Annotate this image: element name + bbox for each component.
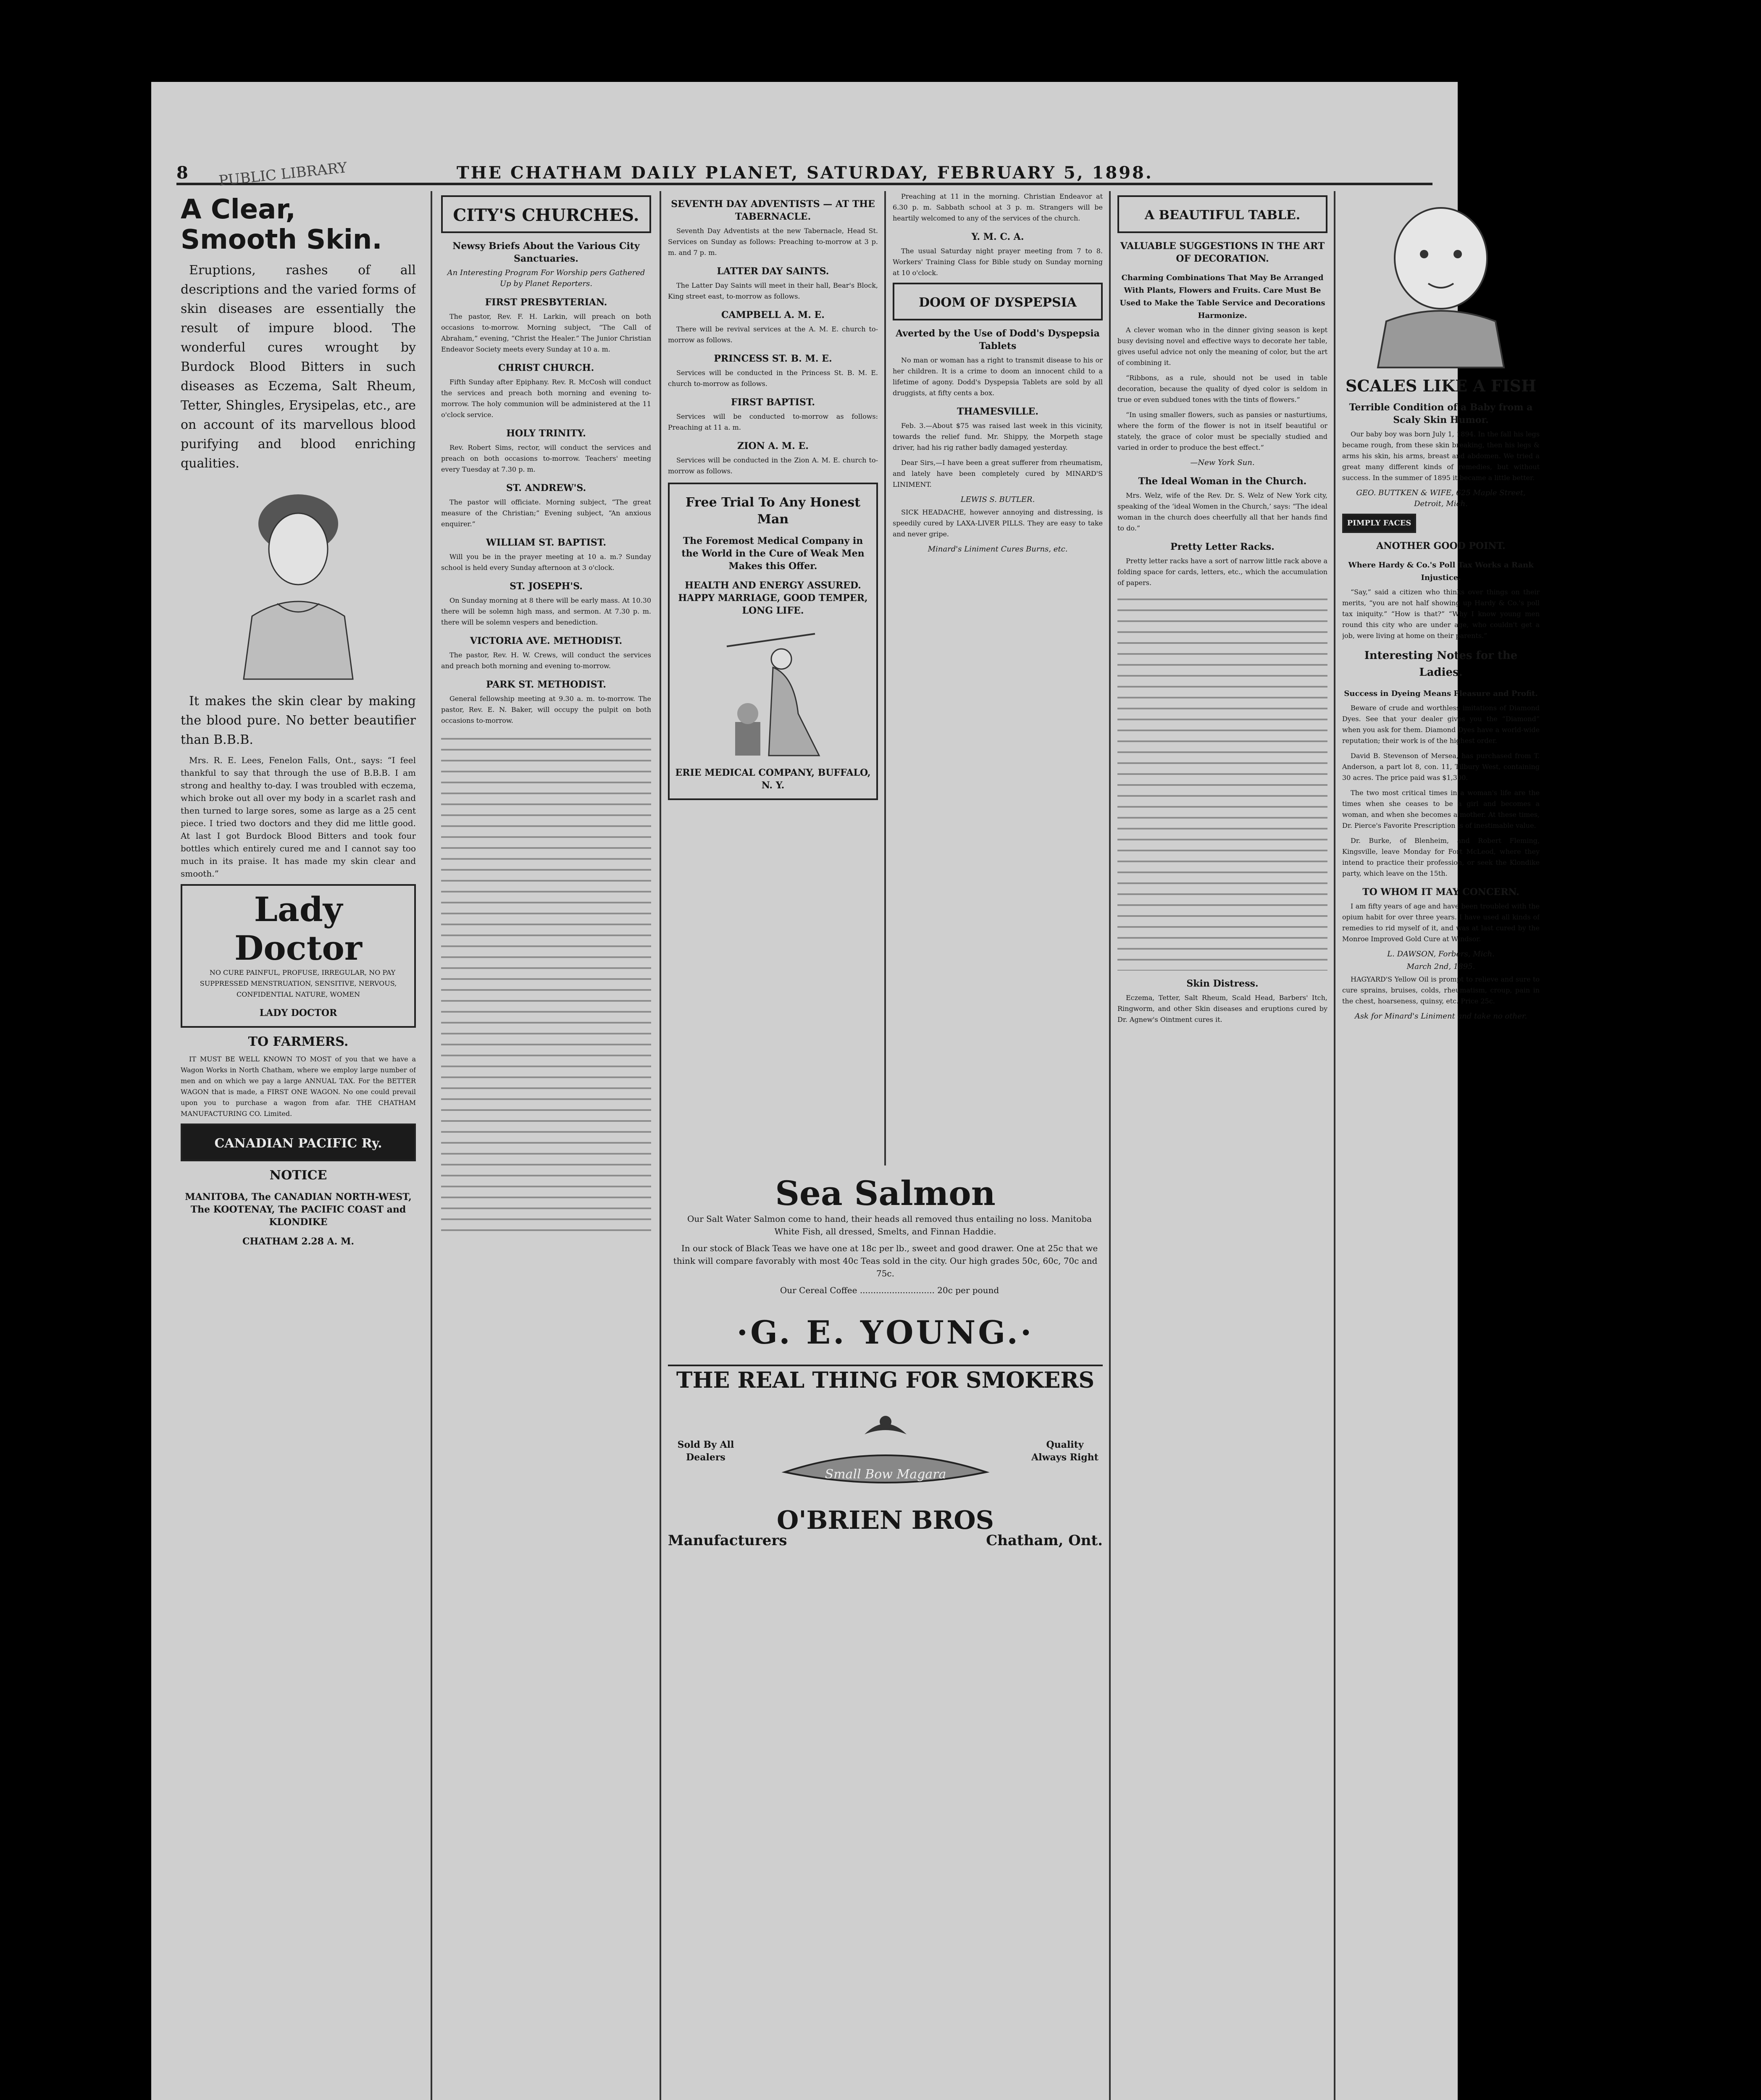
quality-always-right: Quality Always Right xyxy=(1031,1439,1099,1463)
grocery-ads xyxy=(668,1174,1103,2100)
to-whom-heading: TO WHOM IT MAY CONCERN. xyxy=(1362,887,1519,898)
masthead: THE CHATHAM DAILY PLANET, SATURDAY, FEBRUARY 5, 1898. xyxy=(456,163,1153,183)
city-churches-box xyxy=(441,195,651,233)
cpr-time: CHATHAM 2.28 A. M. xyxy=(242,1236,355,1247)
cigar-brand: Small Bow Magara xyxy=(825,1467,946,1482)
science-lamp-illustration xyxy=(710,621,836,760)
column-2 xyxy=(441,191,651,2100)
doom-sub: Averted by the Use of Dodd's Dyspepsia Tablets xyxy=(896,328,1100,352)
to-whom-date: March 2nd, 1895. xyxy=(1406,962,1475,971)
church-section-title: PRINCESS ST. B. M. E. xyxy=(714,353,832,364)
thamesville-heading: THAMESVILLE. xyxy=(957,406,1038,417)
church-section xyxy=(668,309,878,346)
ymca-heading: Y. M. C. A. xyxy=(971,231,1024,242)
critical-times-item: The two most critical times in a woman's life are the times when she ceases to be a girl and becomes a woman, and when she becomes a mother. At these times, Dr. Pierce's Favorite Prescription is of inestimable value. xyxy=(1342,789,1540,830)
church-section-title: LATTER DAY SAINTS. xyxy=(717,266,829,277)
doom-title: DOOM OF DYSPEPSIA xyxy=(919,295,1077,310)
church-section xyxy=(668,440,878,477)
church-section-title: FIRST PRESBYTERIAN. xyxy=(485,297,607,308)
church-section-text: The pastor, Rev. F. H. Larkin, will preach on both occasions to-morrow. Morning subject, “The Call of Abraham,” evening, “Christ the Healer.” The Junior Christian Endeavor Society meets every Sunday at 10 a. m. xyxy=(441,312,651,353)
church-section-text: Seventh Day Adventists at the new Tabernacle, Head St. Services on Sunday as follows: Preaching to-morrow at 3 p. m. and 7 p. m. xyxy=(668,227,878,257)
church-section-title: VICTORIA AVE. METHODIST. xyxy=(470,635,623,646)
column-text-continuation xyxy=(441,732,651,1236)
clear-skin-beautifier: It makes the skin clear by making the blood pure. No better beautifier than B.B.B. xyxy=(181,694,416,747)
church-section xyxy=(668,265,878,302)
church-section-title: CAMPBELL A. M. E. xyxy=(721,310,825,320)
church-section-title: ZION A. M. E. xyxy=(737,441,809,452)
scales-title: SCALES LIKE A FISH xyxy=(1345,376,1537,395)
church-section-title: PARK ST. METHODIST. xyxy=(486,679,606,690)
interesting-notes-heading: Interesting Notes for the Ladies. xyxy=(1364,649,1518,679)
church-section-text: The Latter Day Saints will meet in their hall, Bear's Block, King street east, to-morrow as follows. xyxy=(668,281,878,300)
clear-skin-body: Eruptions, rashes of all descriptions and the varied forms of skin diseases are essentially the result of impure blood. The wonderful cures wrought by Burdock Blood Bitters in such diseases as Eczema, Salt Rheum, Tetter, Shingles, Erysipelas, etc., are on account of its marvellous blood purifying and blood enriching qualities. xyxy=(181,263,416,471)
ymca-text: The usual Saturday night prayer meeting from 7 to 8. Workers' Training Class for Bible study on Sunday morning at 10 o'clock. xyxy=(893,247,1103,277)
sea-salmon-title: Sea Salmon xyxy=(775,1174,996,1213)
pimply-faces: PIMPLY FACES xyxy=(1347,519,1411,528)
church-section xyxy=(441,635,651,672)
beautiful-table-text-2: “Ribbons, as a rule, should not be used in table decoration, because the quality of dyed color is seldom in true or even subdued tones with the tints of flowers.” xyxy=(1117,374,1327,404)
newspaper-page xyxy=(151,82,1540,2100)
lady-doctor-title: Lady Doctor xyxy=(234,890,362,968)
church-section-text: The pastor will officiate. Morning subject, “The great measure of the Christian;” Evening subject, “An anxious enquirer.” xyxy=(441,498,651,528)
pimply-faces-badge xyxy=(1342,514,1416,533)
library-stamp: PUBLIC LIBRARY xyxy=(218,159,348,189)
obrien-place: Chatham, Ont. xyxy=(986,1532,1103,1549)
church-section-text: Services will be conducted in the Zion A. M. E. church to-morrow as follows. xyxy=(668,456,878,475)
clear-skin-headline: A Clear, Smooth Skin. xyxy=(181,194,382,255)
minards-burns: Minard's Liniment Cures Burns, etc. xyxy=(928,545,1068,554)
church-section-text: The pastor, Rev. H. W. Crews, will conduct the services and preach both morning and evening to-morrow. xyxy=(441,651,651,670)
cpr-title: CANADIAN PACIFIC Ry. xyxy=(214,1136,382,1151)
church-section xyxy=(441,427,651,475)
free-trial-company: ERIE MEDICAL COMPANY, BUFFALO, N. Y. xyxy=(675,767,871,791)
church-section-title: HOLY TRINITY. xyxy=(506,428,586,439)
letter-racks-text: Pretty letter racks have a sort of narrow little rack above a folding space for cards, letters, etc., which the accumulation of papers. xyxy=(1117,557,1327,587)
column-rule xyxy=(1109,191,1111,2100)
city-churches-intro: An Interesting Program For Worship pers Gathered Up by Planet Reporters. xyxy=(447,268,645,288)
another-good-point-heading: ANOTHER GOOD POINT. xyxy=(1376,541,1506,551)
column-4 xyxy=(893,191,1103,1170)
church-section-title: FIRST BAPTIST. xyxy=(731,397,815,408)
church-section xyxy=(441,296,651,355)
column-rule xyxy=(431,191,432,2100)
church-section xyxy=(441,362,651,420)
church-section xyxy=(668,396,878,433)
free-trial-ad xyxy=(668,483,878,800)
baby-portrait-illustration xyxy=(1369,195,1512,372)
minards-letter-signature: LEWIS S. BUTLER. xyxy=(960,495,1035,504)
column-6 xyxy=(1342,191,1540,2100)
church-continuation: Preaching at 11 in the morning. Christian Endeavor at 6.30 p. m. Sabbath school at 3 p. m. Strangers will be heartily welcomed to any of the services of the church. xyxy=(893,192,1103,222)
church-section-title: CHRIST CHURCH. xyxy=(498,362,594,373)
another-good-point-sub: Where Hardy & Co.'s Poll Tax Works a Rank Injustice. xyxy=(1348,561,1534,582)
page-number: 8 xyxy=(176,163,188,183)
church-section-text: Will you be in the prayer meeting at 10 a. m.? Sunday school is held every Sunday afternoon at 3 o'clock. xyxy=(441,553,651,572)
beautiful-table-title: A BEAUTIFUL TABLE. xyxy=(1144,208,1301,223)
church-section-text: Services will be conducted in the Princess St. B. M. E. church to-morrow as follows. xyxy=(668,369,878,388)
free-trial-sub: The Foremost Medical Company in the World in the Cure of Weak Men Makes this Offer. xyxy=(681,536,865,572)
church-section xyxy=(668,352,878,389)
doom-box xyxy=(893,283,1103,320)
lady-doctor-ad xyxy=(181,884,416,1028)
beautiful-table-sub: VALUABLE SUGGESTIONS IN THE ART OF DECORATION. xyxy=(1120,241,1325,264)
church-section-title: SEVENTH DAY ADVENTISTS — AT THE TABERNACLE. xyxy=(671,199,875,222)
cpr-routes: MANITOBA, The CANADIAN NORTH-WEST, The KOOTENAY, The PACIFIC COAST and KLONDIKE xyxy=(185,1192,412,1228)
church-section-text: Rev. Robert Sims, rector, will conduct the services and preach on both occasions to-morrow. Teachers' meeting every Tuesday at 7.30 p. m. xyxy=(441,444,651,473)
church-section-text: On Sunday morning at 8 there will be early mass. At 10.30 there will be solemn high mass, and sermon. At 7.30 p. m. there will be solemn vespers and benediction. xyxy=(441,596,651,626)
lees-testimonial: Mrs. R. E. Lees, Fenelon Falls, Ont., says: “I feel thankful to say that through the use of B.B.B. I am strong and healthy to-day. I was troubled with eczema, which broke out all over my body in a scarlet rash and then turned to large sores, some as large as a 25 cent piece. I tried two doctors and they did me little good. At last I got Burdock Blood Bitters and took four bottles which entirely cured me and I cannot say too much in its praise. It has made my skin clear and smooth.” xyxy=(181,755,416,879)
minards-letter: Dear Sirs,—I have been a great sufferer from rheumatism, and lately have been completely cured by MINARD'S LINIMENT. xyxy=(893,459,1103,488)
ideal-woman-text: Mrs. Welz, wife of the Rev. Dr. S. Welz of New York city, speaking of the ‘ideal Women in the Church,’ says: “The ideal woman in the church does cheerfully all that her hands find to do.” xyxy=(1117,491,1327,532)
cpr-banner xyxy=(181,1124,416,1161)
interesting-notes-sub: Success in Dyeing Means Pleasure and Profit. xyxy=(1344,689,1538,698)
letter-racks-heading: Pretty Letter Racks. xyxy=(1170,541,1275,552)
manufacturers-label: Manufacturers xyxy=(668,1532,787,1549)
column-rule xyxy=(884,191,886,1166)
church-section-text: There will be revival services at the A. M. E. church to-morrow as follows. xyxy=(668,325,878,344)
free-trial-title: Free Trial To Any Honest Man xyxy=(685,495,861,527)
obrien-bros: O'BRIEN BROS xyxy=(777,1506,994,1535)
sold-by-all-dealers: Sold By All Dealers xyxy=(677,1439,734,1463)
thamesville-text: Feb. 3.—About $75 was raised last week in this vicinity, towards the relief fund. Mr. Shippy, the Morpeth stage driver, had his rig rather badly damaged yesterday. xyxy=(893,422,1103,452)
free-trial-tag: HEALTH AND ENERGY ASSURED. HAPPY MARRIAGE, GOOD TEMPER, LONG LIFE. xyxy=(678,580,868,616)
ideal-woman-heading: The Ideal Woman in the Church. xyxy=(1138,476,1307,487)
column-3 xyxy=(668,191,878,1170)
beautiful-table-source: —New York Sun. xyxy=(1190,458,1255,467)
lady-doctor-signature: LADY DOCTOR xyxy=(259,1008,337,1018)
another-good-point-text: “Say,” said a citizen who thinks over things on their merits, “you are not half showing up Hardy & Co.'s poll tax iniquity.” “How is that?” “Why I know young men round this city who are under age, who couldn't get a job, were living at home on their parents.” xyxy=(1342,588,1540,640)
hagyard-ad: HAGYARD'S Yellow Oil is prompt to relieve and sure to cure sprains, bruises, colds, rheumatism, croup, pain in the chest, hoarseness, quinsy, etc. Price 25c. xyxy=(1342,975,1540,1005)
skin-distress-text: Eczema, Tetter, Salt Rheum, Scald Head, Barbers' Itch, Ringworm, and other Skin diseases and eruptions cured by Dr. Agnew's Ointment cures it. xyxy=(1117,994,1327,1024)
church-section-text: General fellowship meeting at 9.30 a. m. to-morrow. The pastor, Rev. E. N. Baker, will occupy the pulpit on both occasions to-morrow. xyxy=(441,695,651,724)
column-rule xyxy=(1334,191,1335,2100)
church-section-title: WILLIAM ST. BAPTIST. xyxy=(486,537,606,548)
masthead-row xyxy=(176,158,1432,189)
scales-text: Our baby boy was born July 1, 1894. In the fall his legs became rough, from these skin breaking, then his legs & arms his skin, his arms, breast and abdomen. We tried a great many different kinds of remedies, but without success. In the summer of 1895 it became a little better. xyxy=(1342,430,1540,482)
to-whom-text: I am fifty years of age and have been troubled with the opium habit for over three years. I have used all kinds of remedies to rid myself of it, and was at last cured by the Monroe Improved Gold Cure at Windsor. xyxy=(1342,902,1540,943)
city-churches-headline: CITY'S CHURCHES. xyxy=(453,205,639,225)
beautiful-table-text-3: “In using smaller flowers, such as pansies or nasturtiums, where the form of the flower is not in itself beautiful or stately, the grace of color must be specially studied and varied in order to produce the best effect.” xyxy=(1117,411,1327,452)
cereal-coffee: Our Cereal Coffee ............................ 20c per pound xyxy=(780,1285,999,1295)
stevenson-item: David B. Stevenson of Mersea, has purchased from T. Anderson, a part lot 8, con. 11, Tilbury West, containing 30 acres. The price paid was $1,300. xyxy=(1342,752,1540,782)
obrien-footer xyxy=(668,1532,1103,1549)
church-section-text: Services will be conducted to-morrow as follows: Preaching at 11 a. m. xyxy=(668,412,878,431)
tea-text: In our stock of Black Teas we have one at 18c per lb., sweet and good drawer. One at 25c that we think will compare favorably with most 40c Teas sold in the city. Our high grades 50c, 60c, 70c and 75c. xyxy=(673,1243,1098,1278)
scales-signature: GEO. BUTTKEN & WIFE, 625 Maple Street, Detroit, Mich. xyxy=(1356,488,1526,508)
church-section xyxy=(441,536,651,573)
skin-distress-heading: Skin Distress. xyxy=(1186,978,1259,989)
column-text-continuation xyxy=(1117,593,1327,971)
beautiful-table-text: A clever woman who in the dinner giving season is kept busy devising novel and effective ways to decorate her table, gives useful advice not only the meaning of color, but the art of combining it. xyxy=(1117,326,1327,367)
church-section xyxy=(441,678,651,726)
church-section xyxy=(441,580,651,628)
church-section xyxy=(668,198,878,258)
church-section-text: Fifth Sunday after Epiphany. Rev. R. McCosh will conduct the services and preach both morning and evening to-morrow. The holy communion will be administered at the 11 o'clock service. xyxy=(441,378,651,419)
beautiful-table-kicker: Charming Combinations That May Be Arranged With Plants, Flowers and Fruits. Care Must Be Used to Make the Table Service and Decorations Harmonize. xyxy=(1120,273,1325,320)
cigar-ad-row xyxy=(668,1392,1103,1506)
interesting-notes-text: Beware of crude and worthless imitations of Diamond Dyes. See that your dealer gives you the “Diamond” when you ask for them. Diamond Dyes have a world-wide reputation; their work is of the highest order. xyxy=(1342,704,1540,745)
doom-text: No man or woman has a right to transmit disease to his or her children. It is a crime to doom an innocent child to a lifetime of agony. Dodd's Dyspepsia Tablets are sold by all druggists, at fifty cents a box. xyxy=(893,356,1103,397)
column-5 xyxy=(1117,191,1327,2100)
cpr-notice: NOTICE xyxy=(269,1168,327,1183)
smokers-heading: THE REAL THING FOR SMOKERS xyxy=(668,1365,1103,1389)
g-e-young: ·G. E. YOUNG.· xyxy=(736,1314,1034,1351)
sea-salmon-text: Our Salt Water Salmon come to hand, their heads all removed thus entailing no loss. Manitoba White Fish, all dressed, Smelts, and Finnan Haddie. xyxy=(687,1214,1092,1236)
to-whom-signature: L. DAWSON, Forbers, Mich. xyxy=(1387,950,1495,958)
lady-doctor-body: NO CURE PAINFUL, PROFUSE, IRREGULAR, NO PAY SUPPRESSED MENSTRUATION, SENSITIVE, NERVOUS, CONFIDENTIAL NATURE, WOMEN xyxy=(200,969,397,998)
woman-portrait-illustration xyxy=(227,478,370,688)
burke-item: Dr. Burke, of Blenheim, and Robert Fleming, Kingsville, leave Monday for Fort McLeod, where they intend to practice their profession, or seek the Klondike party, which leave on the 15th. xyxy=(1342,837,1540,877)
church-section xyxy=(441,482,651,530)
city-churches-sub: Newsy Briefs About the Various City Sanctuaries. xyxy=(452,241,640,264)
sick-headache-ad: SICK HEADACHE, however annoying and distressing, is speedily cured by LAXA-LIVER PILLS. They are easy to take and never gripe. xyxy=(893,508,1103,538)
ask-minards: Ask for Minard's Liniment and take no other. xyxy=(1354,1012,1527,1021)
to-farmers-body: IT MUST BE WELL KNOWN TO MOST of you that we have a Wagon Works in North Chatham, where we employ large number of men and on which we pay a large ANNUAL TAX. For the BETTER WAGON that is made, a FIRST ONE WAGON. No one could prevail upon you to purchase a wagon from afar. THE CHATHAM MANUFACTURING CO. Limited. xyxy=(181,1055,416,1118)
beautiful-table-box xyxy=(1117,195,1327,233)
church-section-title: ST. ANDREW'S. xyxy=(506,483,586,494)
column-1 xyxy=(181,191,416,2100)
column-rule xyxy=(660,191,661,2100)
church-section-title: ST. JOSEPH'S. xyxy=(510,581,583,592)
cigar-illustration xyxy=(768,1396,1003,1502)
to-farmers-heading: TO FARMERS. xyxy=(248,1034,349,1049)
scales-sub: Terrible Condition of a Baby from a Scaly Skin Humor. xyxy=(1349,402,1533,425)
